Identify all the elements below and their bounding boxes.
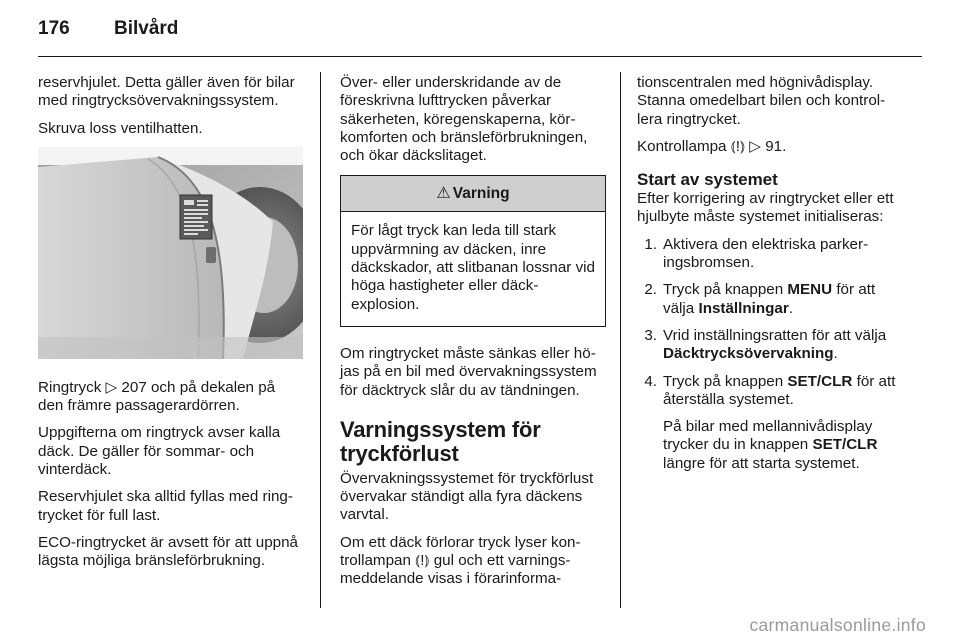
warning-header: [341, 176, 605, 212]
warning-title: Varning: [452, 184, 510, 202]
paragraph: Kontrollampa ⦅!⦆ ▷ 91.: [637, 137, 787, 155]
reference-arrow-icon: ▷: [105, 378, 118, 396]
header-divider: [38, 56, 922, 57]
list-item: 1. Aktivera den elektriska parkeringsbromsen.: [644, 235, 869, 272]
column-2: [340, 74, 606, 598]
column-3: [637, 74, 905, 491]
section-heading: Varningssystem för tryckförlust: [340, 416, 541, 466]
list-item: 2. Tryck på knappen MENU för att välja Inställningar.: [644, 281, 876, 317]
paragraph: tionscentralen med högnivådisplay. Stanna omedelbart bilen och kontrollera ringtrycket.: [637, 74, 886, 128]
warning-triangle-icon: ⚠: [436, 184, 451, 202]
paragraph: Övervakningssystemet för tryckförlust övervakar ständigt alla fyra däckens varvtal.: [340, 469, 594, 524]
section-title: Bilvård: [114, 18, 179, 39]
page-number: 176: [38, 18, 70, 39]
paragraph: Reservhjulet ska alltid fyllas med ringtrycket för full last.: [38, 488, 293, 524]
subsection-heading: Start av systemet: [637, 170, 778, 190]
paragraph: reservhjulet. Detta gäller även för bilar med ringtrycksövervakningssystem.: [38, 74, 295, 110]
door-tyre-label-photo: [38, 147, 303, 359]
paragraph: Efter korrigering av ringtrycket eller ett hjulbyte måste systemet initialiseras:: [637, 190, 894, 226]
reference-arrow-icon: ▷: [749, 137, 761, 155]
warning-box: [340, 175, 606, 326]
paragraph: Uppgifterna om ringtryck avser kalla däck. De gäller för sommar- och vinterdäck.: [38, 424, 281, 479]
tire-pressure-lamp-icon: ⦅!⦆: [730, 137, 746, 155]
column-1: [38, 74, 303, 580]
page-header: [38, 18, 178, 48]
tire-pressure-lamp-icon: ⦅!⦆: [415, 552, 430, 570]
paragraph: Om ringtrycket måste sänkas eller höjas på en bil med övervakningssystem för däcktryck slår du av tändningen.: [340, 344, 597, 399]
warning-text: För lågt tryck kan leda till stark uppvärmning av däcken, inre däckskador, att slitbanan lossnar vid höga hastigheter eller däckexplosion.: [351, 222, 595, 313]
paragraph: Skruva loss ventilhatten.: [38, 119, 203, 137]
list-item: 3. Vrid inställningsratten för att välja Däcktrycksövervakning.: [644, 326, 887, 363]
paragraph: ECO-ringtrycket är avsett för att uppnå lägsta möjliga bränsleförbrukning.: [38, 533, 298, 570]
steps-list: [637, 236, 905, 482]
column-divider-1: [320, 72, 321, 608]
paragraph: Över- eller underskridande av de föreskrivna lufttrycken påverkar säkerheten, köregenskaperna, körkomforten och bränsleförbrukningen, och ökar däckslitaget.: [340, 74, 588, 165]
list-item: 4. Tryck på knappen SET/CLR för att återställa systemet. På bilar med mellannivådisplay trycker du in knappen SET/CLR längre för att starta systemet.: [644, 372, 896, 472]
paragraph: Ringtryck ▷ 207 och på dekalen på den främre passagerardörren.: [38, 378, 276, 415]
column-divider-2: [620, 72, 621, 608]
watermark: carmanualsonline.info: [749, 615, 926, 635]
paragraph: Om ett däck förlorar tryck lyser kontrollampan ⦅!⦆ gul och ett varningsmeddelande visas i förarinforma-: [340, 533, 581, 588]
